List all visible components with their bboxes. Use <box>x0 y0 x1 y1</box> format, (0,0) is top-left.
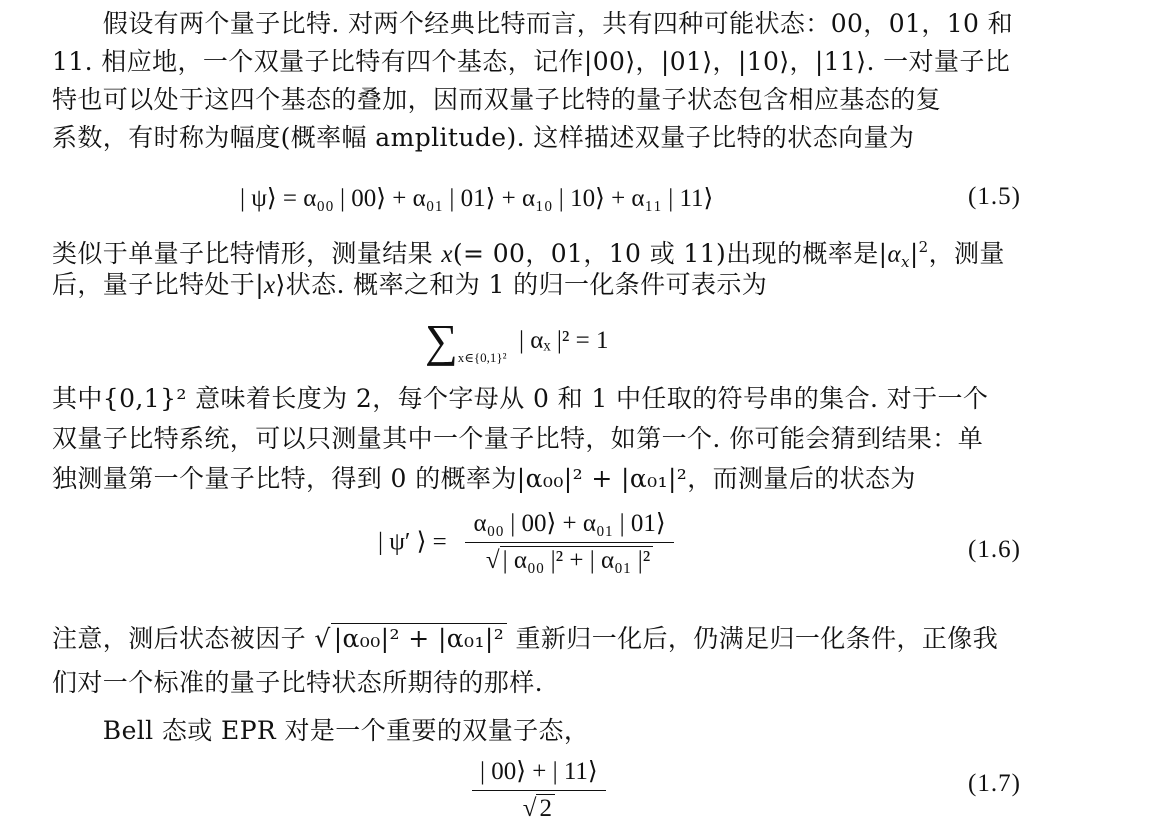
equation-number-1-7: (1.7) <box>968 770 1021 797</box>
paragraph-4-line-1: 注意，测后状态被因子 √ |α₀₀|² + |α₀₁|² 重新归一化后，仍满足归一化条件，正像我 <box>52 624 999 653</box>
paragraph-1-line-4: 系数，有时称为幅度(概率幅 amplitude). 这样描述双量子比特的状态向量为 <box>52 123 915 152</box>
equation-number-1-5: (1.5) <box>968 183 1021 210</box>
paragraph-5-line-1: Bell 态或 EPR 对是一个重要的双量子态， <box>52 716 590 745</box>
fraction-1-7: $\frac{| 00⟩ + | 11⟩}{√ 2}$ <box>472 756 606 823</box>
paragraph-3-line-1: 其中{0,1}² 意味着长度为 2，每个字母从 0 和 1 中任取的符号串的集合. 对于一个 <box>52 384 989 413</box>
var-x: x <box>441 241 453 268</box>
paragraph-1-line-2: 11. 相应地，一个双量子比特有四个基态，记作|00⟩，|01⟩，|10⟩，|11⟩. 一对量子比 <box>52 47 1011 76</box>
paragraph-3-line-2: 双量子比特系统，可以只测量其中一个量子比特，如第一个. 你可能会猜到结果：单 <box>52 424 984 453</box>
paragraph-4-line-2: 们对一个标准的量子比特状态所期待的那样. <box>52 668 543 697</box>
summation-sign: ∑ <box>425 315 458 366</box>
equation-number-1-6: (1.6) <box>968 536 1021 563</box>
equation-normalization: $\sum_{x\in\{0,1\}^2}$ | αₓ |² = 1 <box>425 315 609 366</box>
equation-1-7 <box>472 756 606 823</box>
paragraph-2-line-2: 后，量子比特处于|x⟩状态. 概率之和为 1 的归一化条件可表示为 <box>52 270 768 299</box>
paragraph-3-line-3: 独测量第一个量子比特，得到 0 的概率为|α₀₀|² + |α₀₁|²，而测量后的状态为 <box>52 464 916 493</box>
paragraph-1-line-1: 假设有两个量子比特. 对两个经典比特而言，共有四种可能状态：00，01，10 和 <box>52 9 1014 38</box>
equation-1-5: | ψ⟩ = α₀₀ | 00⟩ + α₀₁ | 01⟩ + α₁₀ | 10⟩ + α₁₁ | 11⟩ <box>240 185 714 212</box>
paragraph-1-line-3: 特也可以处于这四个基态的叠加，因而双量子比特的量子状态包含相应基态的复 <box>52 85 942 114</box>
paragraph-2-line-1: 类似于单量子比特情形，测量结果 x(= 00，01，10 或 11)出现的概率是$|\alpha_x|^2$，测量 <box>52 238 1005 271</box>
fraction-1-6: $\frac{\text{α₀₀ | 00⟩ + α₀₁ | 01⟩}}{\text{√ | α₀₀ |² + | α₀₁ |²}}$ <box>465 508 673 575</box>
radical-factor: |α₀₀|² + |α₀₁|² <box>331 623 507 653</box>
equation-1-6: | ψ′ ⟩ = $\frac{\text{α₀₀ | 00⟩ + α₀₁ | 01⟩}}{\text{√ | α₀₀ |² + | α₀₁ |²}}$ <box>378 508 674 575</box>
